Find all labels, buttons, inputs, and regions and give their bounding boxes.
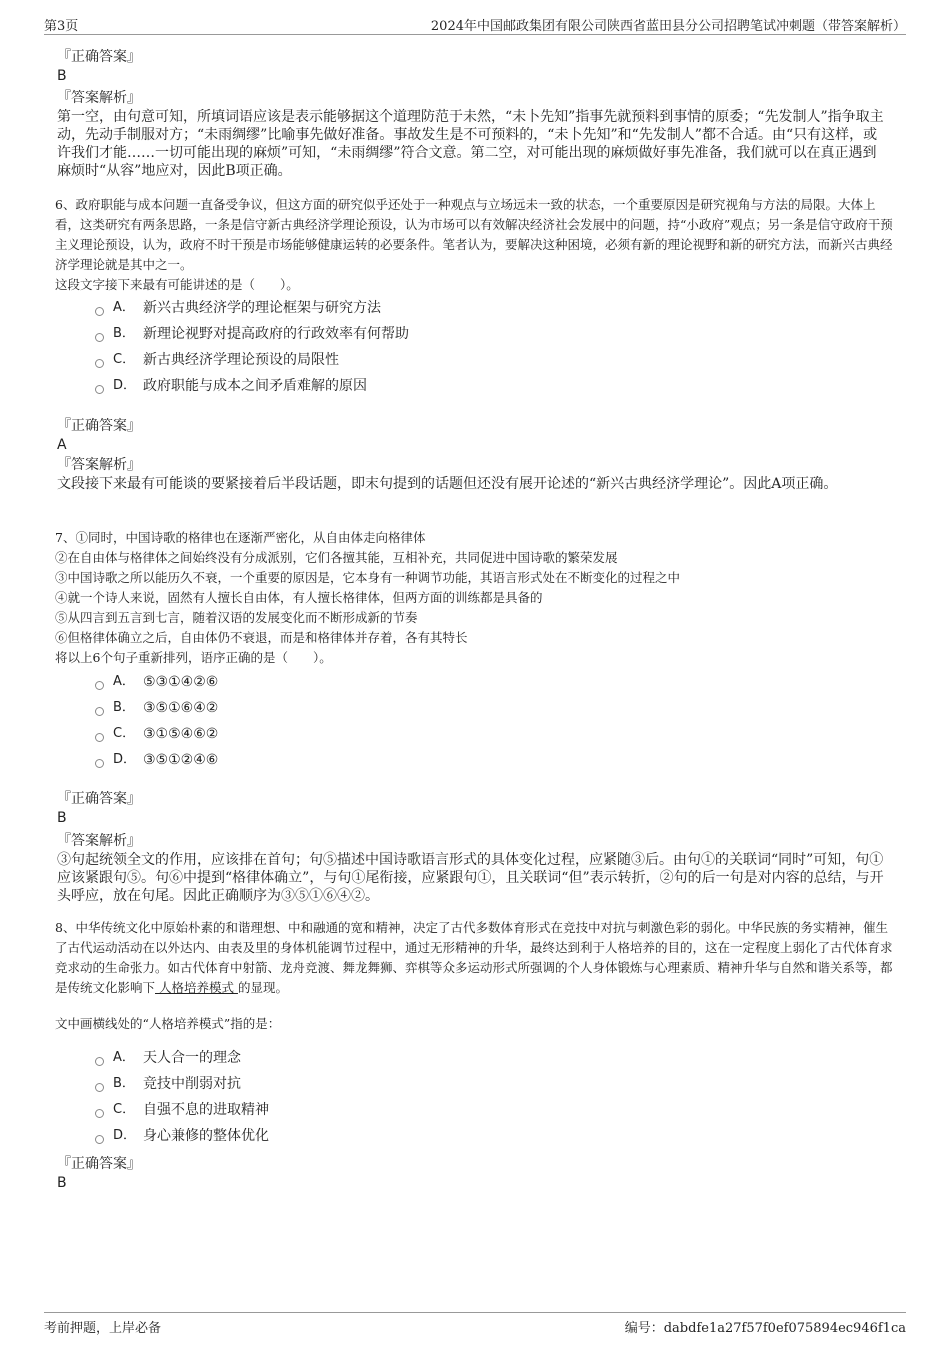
option-text: 新古典经济学理论预设的局限性 (143, 352, 339, 368)
option-text: 新兴古典经济学的理论框架与研究方法 (143, 300, 381, 316)
answer-value: B (57, 1175, 67, 1191)
q7-prompt: 将以上6个句子重新排列，语序正确的是（ ）。 (55, 650, 332, 665)
q7-options (95, 669, 218, 773)
analysis-label: 『答案解析』 (57, 833, 141, 849)
radio-icon[interactable] (95, 307, 104, 316)
analysis-label: 『答案解析』 (57, 90, 141, 106)
q8-option-a[interactable] (95, 1045, 269, 1071)
answer-value: B (57, 68, 67, 84)
document-code: 编号：dabdfe1a27f57f0ef075894ec946f1ca (624, 1321, 906, 1336)
q6-options (95, 295, 409, 399)
q8-option-d[interactable] (95, 1123, 269, 1149)
option-key: A． (113, 674, 135, 689)
q6-option-d[interactable] (95, 373, 409, 399)
radio-icon[interactable] (95, 759, 104, 768)
page-header (44, 14, 906, 35)
q8-underlined-phrase: 人格培养模式 (155, 980, 238, 995)
option-key: D． (113, 752, 137, 767)
option-text: 天人合一的理念 (143, 1050, 241, 1066)
option-text: ③⑤①⑥④② (143, 700, 219, 716)
option-key: D． (113, 378, 137, 393)
option-text: ③①⑤④⑥② (143, 726, 219, 742)
option-key: D． (113, 1128, 137, 1143)
radio-icon[interactable] (95, 707, 104, 716)
option-text: 竞技中削弱对抗 (143, 1076, 241, 1092)
option-key: A． (113, 1050, 135, 1065)
q7-option-b[interactable] (95, 695, 218, 721)
footer-slogan: 考前押题，上岸必备 (44, 1321, 162, 1336)
answer-label: 『正确答案』 (57, 418, 141, 434)
radio-icon[interactable] (95, 1083, 104, 1092)
option-text: 政府职能与成本之间矛盾难解的原因 (143, 378, 367, 394)
answer-label: 『正确答案』 (57, 49, 141, 65)
q7-option-d[interactable] (95, 747, 218, 773)
radio-icon[interactable] (95, 1057, 104, 1066)
radio-icon[interactable] (95, 733, 104, 742)
radio-icon[interactable] (95, 681, 104, 690)
answer-value: A (57, 437, 67, 453)
q6-option-c[interactable] (95, 347, 409, 373)
radio-icon[interactable] (95, 385, 104, 394)
q8-stem (55, 918, 900, 998)
radio-icon[interactable] (95, 333, 104, 342)
q8-option-b[interactable] (95, 1071, 269, 1097)
radio-icon[interactable] (95, 1109, 104, 1118)
analysis-text: ③句起统领全文的作用，应该排在首句；句⑤描述中国诗歌语言形式的具体变化过程，应紧随③后。由句①的关联词“同时”可知，句①应该紧跟句⑤。句⑥中提到“格律体确立”，与句①尾衔接，应紧跟句①，且关联词“但”表示转折，②句的后一句是对内容的总结，与开头呼应，放在句尾。因此正确顺序为③⑤①⑥④②。 (57, 852, 884, 904)
q5-answer-block (57, 48, 887, 180)
option-text: 新理论视野对提高政府的行政效率有何帮助 (143, 326, 409, 342)
radio-icon[interactable] (95, 1135, 104, 1144)
option-key: B． (113, 326, 135, 341)
answer-label: 『正确答案』 (57, 1156, 141, 1172)
q8-prompt: 文中画横线处的“人格培养模式”指的是： (55, 1016, 281, 1031)
q6-prompt: 这段文字接下来最有可能讲述的是（ ）。 (55, 277, 299, 292)
answer-value: B (57, 810, 67, 826)
q8-answer-block (57, 1155, 887, 1193)
answer-label: 『正确答案』 (57, 791, 141, 807)
option-text: ⑤③①④②⑥ (143, 674, 219, 690)
q6-answer-block (57, 417, 887, 493)
q8-options (95, 1045, 269, 1149)
q7-line: ②在自由体与格律体之间始终没有分成派别，它们各擅其能，互相补充，共同促进中国诗歌的繁荣发展 (55, 550, 618, 565)
q7-line: ⑥但格律体确立之后，自由体仍不衰退，而是和格律体并存着，各有其特长 (55, 630, 468, 645)
analysis-label: 『答案解析』 (57, 457, 141, 473)
q6-option-b[interactable] (95, 321, 409, 347)
option-key: B． (113, 1076, 135, 1091)
q7-line: ③中国诗歌之所以能历久不衰，一个重要的原因是，它本身有一种调节功能，其语言形式处在不断变化的过程之中 (55, 570, 681, 585)
option-key: A． (113, 300, 135, 315)
q7-option-a[interactable] (95, 669, 218, 695)
analysis-text: 文段接下来最有可能谈的要紧接着后半段话题，即末句提到的话题但还没有展开论述的“新兴古典经济学理论”。因此A项正确。 (57, 476, 838, 492)
q7-line: 7、①同时，中国诗歌的格律也在逐渐严密化，从自由体走向格律体 (55, 530, 426, 545)
page-number: 第3页 (44, 19, 79, 34)
q8-stem-end: 的显现。 (237, 980, 288, 995)
analysis-text: 第一空，由句意可知，所填词语应该是表示能够据这个道理防范于未然，“未卜先知”指事先就预料到事情的原委；“先发制人”指争取主动，先动手制服对方；“未雨绸缪”比喻事先做好准备。事故发生是不可预料的，“未卜先知”和“先发制人”都不合适。由“只有这样，或许我们才能……一切可能出现的麻烦”可知，“未雨绸缪”符合文意。第二空，对可能出现的麻烦做好事先准备，我们就可以在真正遇到麻烦时“从容”地应对，因此B项正确。 (57, 109, 884, 179)
option-key: B． (113, 700, 135, 715)
q6-stem: 6、政府职能与成本问题一直备受争议，但这方面的研究似乎还处于一种观点与立场远未一致的状态，一个重要原因是研究视角与方法的局限。大体上看，这类研究有两条思路，一条是信守新古典经济学理论预设，认为市场可以有效解决经济社会发展中的问题，持“小政府”观点；另一条是信守政府干预主义理论预设，认为，政府不时干预是市场能够健康运转的必要条件。笔者认为，要解决这种困境，必须有新的理论视野和新的研究方法，而新兴古典经济学理论就是其中之一。 (55, 197, 893, 272)
q7-line: ⑤从四言到五言到七言，随着汉语的发展变化而不断形成新的节奏 (55, 610, 418, 625)
option-text: ③⑤①②④⑥ (143, 752, 219, 768)
q7-stem (55, 528, 900, 668)
option-text: 身心兼修的整体优化 (143, 1128, 269, 1144)
option-text: 自强不息的进取精神 (143, 1102, 269, 1118)
option-key: C． (113, 726, 136, 741)
option-key: C． (113, 352, 136, 367)
option-key: C． (113, 1102, 136, 1117)
q8-stem-text: 8、中华传统文化中原始朴素的和谐理想、中和融通的宽和精神，决定了古代多数体育形式在竞技中对抗与刺激色彩的弱化。中华民族的务实精神，催生了古代运动活动在以外达内、由表及里的身体机能调节过程中，通过无形精神的升华，最终达到利于人格培养的目的，这在一定程度上弱化了古代体育求竞求动的生命张力。如古代体育中射箭、龙舟竞渡、舞龙舞狮、弈棋等众多运动形式所强调的个人身体锻炼与心理素质、精神升华与自然和谐关系等，都是传统文化影响下 (55, 920, 893, 995)
radio-icon[interactable] (95, 359, 104, 368)
q7-option-c[interactable] (95, 721, 218, 747)
q8-option-c[interactable] (95, 1097, 269, 1123)
q7-line: ④就一个诗人来说，固然有人擅长自由体，有人擅长格律体，但两方面的训练都是具备的 (55, 590, 543, 605)
q6-option-a[interactable] (95, 295, 409, 321)
q7-answer-block (57, 790, 887, 905)
document-title: 2024年中国邮政集团有限公司陕西省蓝田县分公司招聘笔试冲刺题（带答案解析） (430, 19, 906, 34)
page-footer (44, 1312, 906, 1337)
